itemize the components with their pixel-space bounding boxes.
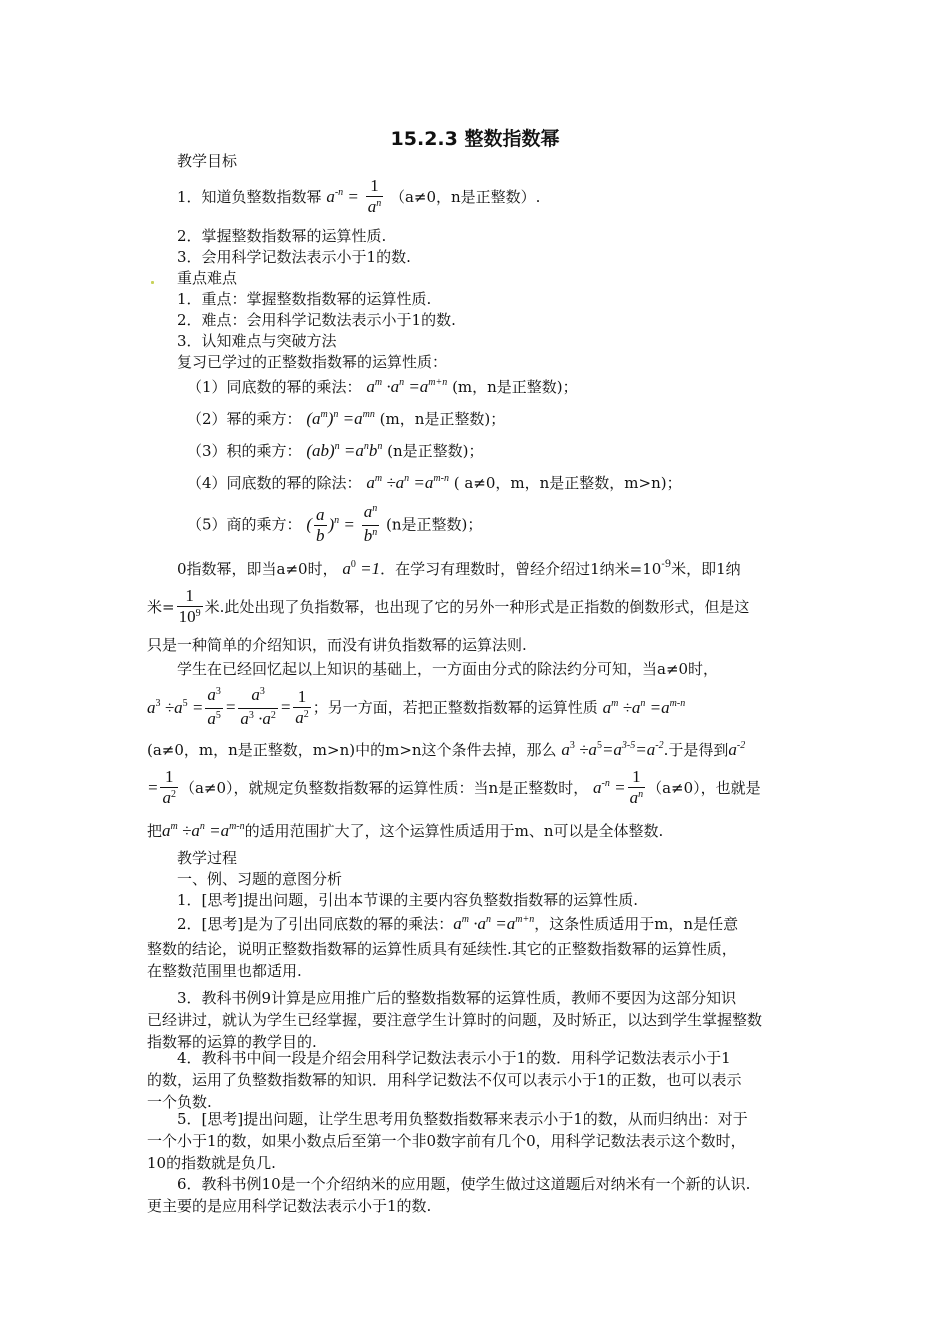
para2-text-g: 把 <box>147 822 163 840</box>
process-item-3: 3．教科书例9计算是应用推广后的整数指数幂的运算性质，教师不要因为这部分知识 <box>177 989 737 1007</box>
process-item-2 <box>177 913 738 938</box>
rule-5-note: (n是正整数)； <box>385 515 483 534</box>
rule-5: （5）商的乘方： ( $\frac{a}{b}$ )$^n$ = $\frac{a^n}{b^n}$ (n是正整数)； <box>187 502 482 550</box>
subsection-heading: 一、例、习题的意图分析 <box>177 870 343 888</box>
keypoint-3: 3．认知难点与突破方法 <box>177 332 337 350</box>
para2-text-e: （a≠0），就规定负整数指数幂的运算性质：当n是正整数时， <box>179 779 589 797</box>
rule-3 <box>187 440 484 465</box>
fraction-one-over-ten-nine: $\frac{1}{10^9}$ <box>178 586 201 626</box>
process-item-6-line2: 更主要的是应用科学记数法表示小于1的数. <box>147 1197 432 1215</box>
process-item-4-line3: 一个负数. <box>147 1093 212 1111</box>
rule-4-label: （4）同底数的幂的除法： <box>187 474 362 492</box>
formula-a3-div-a5: $a^3 \div a^5=a^{3-5}=a^{-2}$ <box>561 740 664 759</box>
rule-3-formula: $(ab)^n =a^nb^n$ <box>306 441 383 460</box>
process-item-4: 4．教科书中间一段是介绍会用科学记数法表示小于1的数．用科学记数法表示小于1 <box>177 1049 731 1067</box>
formula-zero-exponent: $a^0 =1$ <box>342 559 381 578</box>
fraction-a3-over-a3a2: $\frac{a^3}{a^3 \cdot a^2}$ <box>240 685 276 728</box>
rule-1-label: （1）同底数的幂的乘法： <box>187 378 362 396</box>
keypoint-2: 2．难点：会用科学记数法表示小于1的数. <box>177 311 456 329</box>
rule-5-label: （5）商的乘方： <box>187 515 302 534</box>
para1-text-d: 米= <box>147 598 175 616</box>
rule-4 <box>187 472 682 497</box>
process-item-3-line3: 指数幂的运算的教学目的. <box>147 1033 317 1051</box>
para2-line1: 学生在已经回忆起以上知识的基础上，一方面由分式的除法约分可知，当a≠0时， <box>177 660 719 678</box>
process-item-4-line2: 的数，运用了负整数指数幂的知识．用科学记数法不仅可以表示小于1的正数，也可以表示 <box>147 1071 742 1089</box>
para2-line5 <box>147 820 663 845</box>
fraction-an-over-bn: $\frac{a^n}{b^n}$ <box>363 502 378 545</box>
rule-2-note: (m，n是正整数)； <box>379 410 506 428</box>
para2-text-b: ；另一方面，若把正整数指数幂的运算性质 <box>312 698 598 717</box>
rule-1-note: (m，n是正整数)； <box>452 378 578 396</box>
para1-line3: 只是一种简单的介绍知识，而没有讲负指数幂的运算法则. <box>147 636 527 654</box>
para1-text-a: 0指数幂，即当a≠0时， <box>177 560 338 578</box>
para1-text-b: ．在学习有理数时，曾经介绍过1纳米=10 <box>380 560 662 578</box>
para2-line2: $a^3 \div a^5$ = $\frac{a^3}{a^5}$ = $\frac{a^3}{a^3 \cdot a^2}$ = $\frac{1}{a^2}$ ；另一方面，若把正整数指数幂的运算性质 $a^m \div a^n =a^{m-n}$ <box>147 685 685 733</box>
para2-text-h: 的适用范围扩大了，这个运算性质适用于m、n可以是全体整数. <box>244 822 664 840</box>
process-item-5-line2: 一个小于1的数，如果小数点后至第一个非0数字前有几个0，用科学记数法表示这个数时， <box>147 1132 746 1150</box>
process-item-2-text-a: 2．[思考]是为了引出同底数的幂的乘法： <box>177 915 454 933</box>
para1-text-e: 米.此处出现了负指数幂，也出现了它的另外一种形式是正指数的倒数形式，但是这 <box>204 598 750 616</box>
process-item-2-line2: 整数的结论，说明正整数指数幂的运算性质具有延续性.其它的正整数指数幂的运算性质， <box>147 940 737 958</box>
rule-4-note: ( a≠0，m，n是正整数，m>n)； <box>453 474 682 492</box>
fraction-a3-over-a5: $\frac{a^3}{a^5}$ <box>207 685 221 728</box>
objective-1 <box>177 175 540 222</box>
rule-2-label: （2）幂的乘方： <box>187 410 302 428</box>
objective-3: 3．会用科学记数法表示小于1的数. <box>177 248 411 266</box>
process-item-2-line3: 在整数范围里也都适用. <box>147 962 302 980</box>
process-item-5-line3: 10的指数就是负几. <box>147 1154 276 1172</box>
section-heading-process: 教学过程 <box>177 849 238 867</box>
formula-division-rule-2: $a^m \div a^n =a^{m-n}$ <box>162 821 245 840</box>
fraction-one-over-an-b: $\frac{1}{a^n}$ <box>629 767 644 807</box>
rule-1 <box>187 376 578 401</box>
formula-multiplication-rule: $a^m \cdot a^n =a^{m+n}$ <box>453 914 535 933</box>
keypoint-1: 1．重点：掌握整数指数幂的运算性质. <box>177 290 432 308</box>
rule-1-formula: $a^m \cdot a^n =a^{m+n}$ <box>366 377 448 396</box>
para1-line2 <box>147 585 749 630</box>
para2-text-f: （a≠0），也就是 <box>647 779 761 797</box>
process-item-2-text-b: ，这条性质适用于m，n是任意 <box>534 915 739 933</box>
rule-2-formula: $(a^m)^n =a^{mn}$ <box>306 409 375 428</box>
objective-1-text: 1．知道负整数指数幂 <box>177 188 322 206</box>
process-item-5: 5．[思考]提出问题，让学生思考用负整数指数幂来表示小于1的数，从而归纳出：对于 <box>177 1110 748 1128</box>
decorative-dot <box>151 281 154 284</box>
process-item-6: 6．教科书例10是一个介绍纳米的应用题，使学生做过这道题后对纳米有一个新的认识. <box>177 1175 751 1193</box>
fraction-one-over-a-n: $\frac{1}{a^n}$ <box>367 176 382 216</box>
para2-line3: (a≠0，m，n是正整数，m>n)中的m>n这个条件去掉，那么 $a^3 \div a^5=a^{3-5}=a^{-2}$.于是得到$a^{-2}$ <box>147 740 746 759</box>
objective-1-condition: （a≠0，n是正整数）. <box>389 188 541 206</box>
fraction-a-over-b: $\frac{a}{b}$ <box>316 505 325 545</box>
para2-text-d: .于是得到 <box>663 741 729 759</box>
rule-2 <box>187 408 505 433</box>
para2-line4: = $\frac{1}{a^2}$ （a≠0），就规定负整数指数幂的运算性质：当n是正整数时， $a^{-n}$ = $\frac{1}{a^n}$ （a≠0），也就是 <box>147 766 761 813</box>
process-item-1: 1．[思考]提出问题，引出本节课的主要内容负整数指数幂的运算性质. <box>177 891 639 909</box>
page-title: 15.2.3 整数指数幂 <box>390 128 560 150</box>
review-intro: 复习已学过的正整数指数幂的运算性质： <box>177 353 448 371</box>
section-heading-objectives: 教学目标 <box>177 152 238 170</box>
rule-3-note: (n是正整数)； <box>387 442 484 460</box>
rule-4-formula: $a^m \div a^n =a^{m-n}$ <box>366 473 449 492</box>
para2-text-c: (a≠0，m，n是正整数，m>n)中的m>n这个条件去掉，那么 <box>147 741 557 759</box>
para1-text-c: 米，即1纳 <box>671 560 741 578</box>
formula-division-rule: $a^m \div a^n =a^{m-n}$ <box>602 697 686 717</box>
para1-line1 <box>177 558 741 583</box>
exponent-minus-nine: -9 <box>661 559 672 570</box>
section-heading-keypoints: 重点难点 <box>177 269 238 287</box>
fraction-one-over-a2: $\frac{1}{a^2}$ <box>295 686 309 727</box>
fraction-one-over-a2-b: $\frac{1}{a^2}$ <box>162 767 176 807</box>
objective-2: 2．掌握整数指数幂的运算性质. <box>177 227 387 245</box>
rule-3-label: （3）积的乘方： <box>187 442 302 460</box>
formula-negative-exponent: $a^{-n}$ = <box>326 187 359 206</box>
process-item-3-line2: 已经讲过，就认为学生已经掌握，要注意学生计算时的问题，及时矫正，以达到学生掌握整数 <box>147 1011 763 1029</box>
